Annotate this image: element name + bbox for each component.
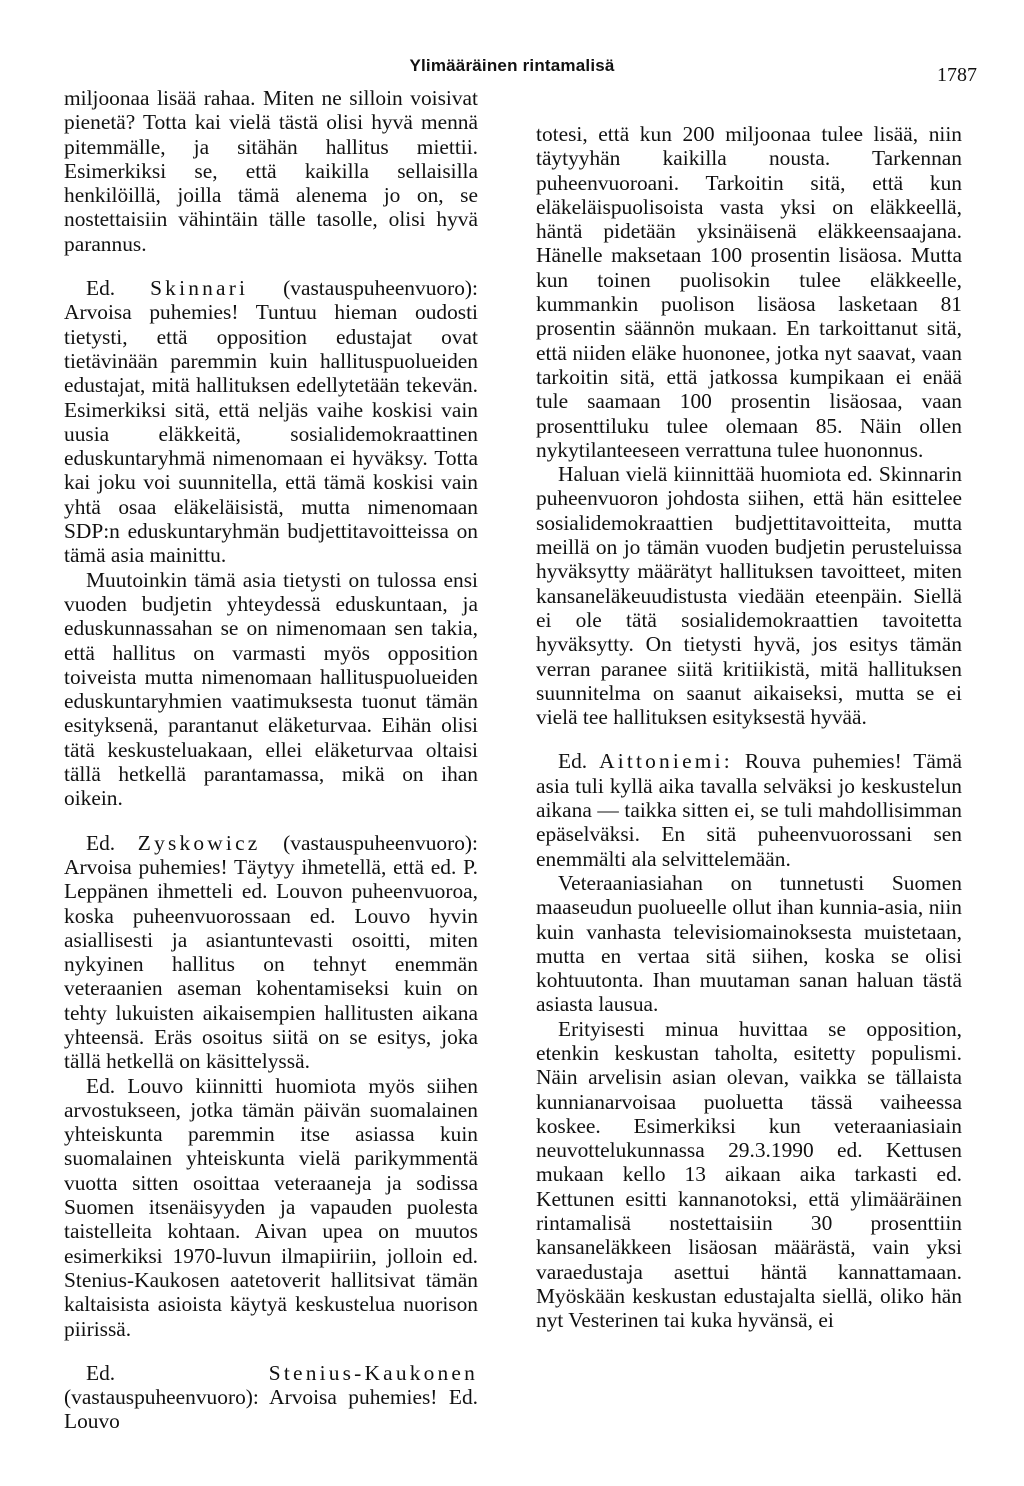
speech-paragraph [536, 749, 962, 870]
speaker-name: Aittoniemi: [599, 749, 733, 774]
speech-text: (vastauspuheenvuoro): Arvoisa puhemies! Tuntuu hieman oudosti tietysti, että opposition edustajat ovat tietävinään paremmin kuin hallituspuolueiden edustajat, mitä hallituksen edellytetään tekevän. Esimerkiksi sitä, että neljäs vaihe koskisi vain uusia eläkkeitä, sosialidemokraattinen eduskuntaryhmä nimenomaan ei hyväksy. Totta kai joku voi suunnitella, että tämä koskisi vain yhtä osaa eläkeläisistä, mutta nimenomaan SDP:n eduskuntaryhmän budjettitavoitteissa on tämä asia mainittu. [64, 276, 478, 568]
speech-text: (vastauspuheenvuoro): Arvoisa puhemies! Täytyy ihmetellä, että ed. P. Leppänen ihmetteli ed. Louvon puheenvuoroa, koska puheenvuorossaan ed. Louvo hyvin asiallisesti ja asiantuntevasti osoitti, miten nykyinen hallitus on tehnyt enemmän veteraanien aseman kohentamiseksi kuin on tehty lukuisten aikaisempien hallitusten aikana yhteensä. Eräs osoitus siitä on se esitys, joka tällä hetkellä on käsittelyssä. [64, 830, 478, 1074]
paragraph: Veteraaniasiahan on tunnetusti Suomen maaseudun puolueelle ollut ihan kunnia-asia, niin kuin vanhasta televisiomainoksesta muistetaan, mutta en vertaa sitä siihen, koska se olisi kohtuutonta. Ihan muutaman sanan haluan tästä asiasta lausua. [536, 870, 962, 1017]
paragraph: totesi, että kun 200 miljoonaa tulee lisää, niin täytyyhän kaikilla nousta. Tarkennan puheenvuoroani. Tarkoitin sitä, että kun eläkeläispuolisoista vasta yksi on eläkkeellä, häntä pidetään yksinäisenä eläkkeensaajana. Hänelle maksetaan 100 prosentin lisäosa. Mutta kun toinen puolisokin tulee eläkkeelle, kummankin puolison lisäosa lasketaan 81 prosentin säännön mukaan. En tarkoittanut sitä, että niiden eläke huononee, jotka nyt saavat, vaan tarkoitin sitä, että jatkossa kumpikaan ei enää tule saamaan 100 prosentin lisäosaa, vaan prosenttiluku tulee olemaan 85. Näin ollen nykytilanteeseen verrattuna tulee huononnus. [536, 122, 962, 462]
speaker-prefix: Ed. [86, 276, 116, 301]
speaker-prefix: Ed. [86, 830, 116, 855]
right-column [536, 122, 962, 1333]
speech-text: Rouva puhemies! Tämä asia tuli kyllä aika tavalla selväksi jo keskustelun aikana — taikka sitten ei, se tuli mahdollisimman epäselväksi. En sitä puheenvuorossani sen enemmälti ala selvittelemään. [536, 749, 962, 871]
paragraph: Muutoinkin tämä asia tietysti on tulossa ensi vuoden budjetin yhteydessä eduskuntaan, ja eduskunnassahan se on nimenomaan sen takia, että hallitus on varmasti myös opposition toiveista mutta nimenomaan hallituspuolueiden eduskuntaryhmien vaatimuksesta tuonut tämän esityksenä, parantanut eläketurvaa. Eihän olisi tätä keskusteluakaan, ellei eläketurvaa oltaisi tällä hetkellä parantamassa, mikä on ihan oikein. [64, 567, 478, 811]
paragraph: miljoonaa lisää rahaa. Miten ne silloin voisivat pienetä? Totta kai vielä tästä olisi hyvä mennä pitemmälle, ja sitähän hallitus miettii. Esimerkiksi se, että kaikilla sellaisilla henkilöillä, joilla tämä alenema jo on, se nostettaisiin vähintäin tälle tasolle, olisi hyvä parannus. [64, 86, 478, 256]
speaker-name: Zyskowicz [137, 830, 261, 855]
left-column [64, 86, 478, 1434]
paragraph: Haluan vielä kiinnittää huomiota ed. Skinnarin puheenvuoron johdosta siihen, että hän esittelee sosialidemokraattien budjettitavoitteita, mutta meillä on jo tämän vuoden budjetin perusteluissa hyväksytty määrätyt hallituksen tavoitteet, miten kansaneläkeuudistusta viedään eteenpäin. Siellä ei ole tätä sosialidemokraattien tavoitetta hyväksytty. On tietysti hyvä, jos esitys tämän verran paranee siitä kritiikistä, mitä hallituksen suunnitelma on saanut aikaiseksi, mutta se ei vielä tee hallituksen esityksestä hyvää. [536, 462, 962, 730]
paragraph: Erityisesti minua huvittaa se opposition, etenkin keskustan taholta, esitetty populismi. Näin arvelisin asian olevan, vaikka se tällaista kunnianarvoisaa puoluetta tässä vaiheessa koskee. Esimerkiksi kun veteraaniasiain neuvottelukunnassa 29.3.1990 ed. Kettusen mukaan kello 13 aikaan aika tarkasti ed. Kettunen esitti kannanotoksi, että ylimääräinen rintamalisä nostettaisiin 30 prosenttiin kansaneläkkeen lisäosan määrästä, vain yksi varaedustaja asettui häntä kannattamaan. Myöskään keskustan edustajalta siellä, oliko hän nyt Vesterinen tai kuka hyvänsä, ei [536, 1016, 962, 1333]
speaker-name: Skinnari [150, 276, 249, 301]
running-title: Ylimääräinen rintamalisä [409, 56, 615, 75]
speaker-prefix: Ed. [86, 1360, 116, 1385]
paragraph: Ed. Louvo kiinnitti huomiota myös siihen arvostukseen, jotka tämän päivän suomalainen yhteiskunta paremmin itse asiassa kuin suomalainen yhteiskunta vielä parikymmentä vuotta sitten osoittaa veteraaneja ja sodissa Suomen itsenäisyyden ja vapauden puolesta taistelleita kohtaan. Aivan upea on muutos esimerkiksi 1970-luvun ilmapiiriin, jolloin ed. Stenius-Kaukosen aatetoverit hallitsivat tämän kaltaisista asioista käytyä keskustelua nuorison piirissä. [64, 1073, 478, 1341]
speech-paragraph [64, 276, 478, 568]
speech-paragraph [64, 831, 478, 1074]
speaker-prefix: Ed. [558, 749, 588, 774]
page-number: 1787 [937, 64, 977, 86]
speech-paragraph [64, 1361, 478, 1434]
speaker-name: Stenius-Kaukonen [268, 1360, 478, 1385]
speech-text: (vastauspuheenvuoro): Arvoisa puhemies! Ed. Louvo [64, 1385, 478, 1434]
